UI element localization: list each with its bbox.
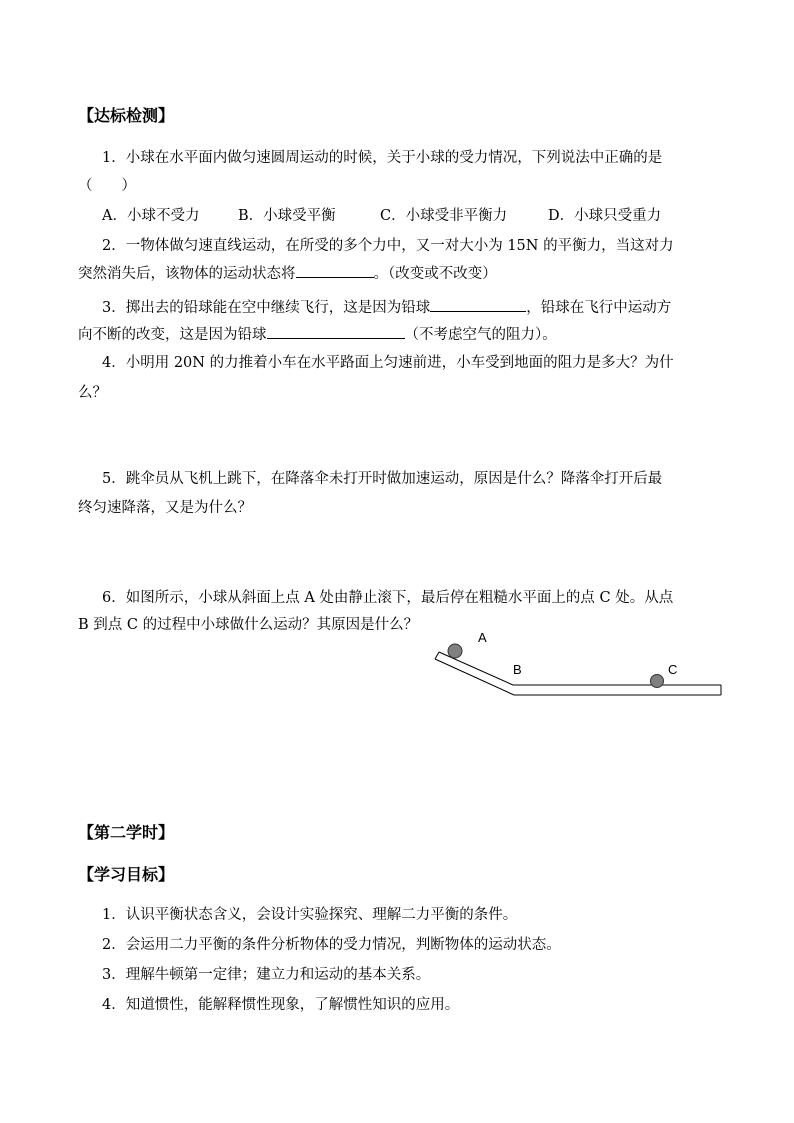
- question-3-line-1: [102, 296, 671, 319]
- question-3-text-after: ，铅球在飞行中运动方: [526, 300, 672, 316]
- ball-a: [448, 644, 462, 658]
- question-5-line-1: 5．跳伞员从飞机上跳下，在降落伞未打开时做加速运动，原因是什么？降落伞打开后最: [102, 471, 663, 487]
- answer-blank-q3b[interactable]: [267, 323, 405, 339]
- question-4-line-2: 么？: [78, 385, 107, 401]
- option-a: A．小球不受力: [102, 208, 200, 224]
- goal-item-2: 2．会运用二力平衡的条件分析物体的受力情况，判断物体的运动状态。: [102, 937, 561, 953]
- question-1-line-2: （ ）: [78, 178, 136, 194]
- answer-blank-q2[interactable]: [296, 262, 374, 278]
- question-3-text-before-2: 向不断的改变，这是因为铅球: [78, 327, 267, 343]
- label-c: C: [668, 662, 678, 677]
- section-heading-learning-goals: 【学习目标】: [78, 865, 175, 884]
- question-3-text-before: 3．掷出去的铅球能在空中继续飞行，这是因为铅球: [102, 300, 431, 316]
- option-b: B．小球受平衡: [238, 208, 336, 224]
- question-1-options: [102, 205, 661, 227]
- goal-item-3: 3．理解牛顿第一定律；建立力和运动的基本关系。: [102, 967, 431, 983]
- option-c: C．小球受非平衡力: [380, 208, 508, 224]
- surface-top-line: [435, 659, 721, 695]
- question-1-line-1: 1．小球在水平面内做匀速圆周运动的时候，关于小球的受力情况，下列说法中正确的是: [102, 150, 663, 166]
- question-3-text-after-2: （不考虑空气的阻力）。: [404, 327, 557, 343]
- question-2-text-before: 突然消失后，该物体的运动状态将: [78, 266, 296, 282]
- incline-end-cap: [435, 652, 439, 659]
- question-6-line-2: B 到点 C 的过程中小球做什么运动？其原因是什么？: [78, 617, 419, 633]
- answer-blank-q3a[interactable]: [430, 296, 526, 312]
- label-b: B: [513, 662, 522, 677]
- goal-item-1: 1．认识平衡状态含义，会设计实验探究、理解二力平衡的条件。: [102, 907, 518, 923]
- question-2-line-1: 2．一物体做匀速直线运动，在所受的多个力中，又一对大小为 15N 的平衡力，当这对力: [102, 238, 674, 254]
- section-heading-second-period: 【第二学时】: [78, 823, 175, 842]
- incline-diagram: [430, 625, 730, 700]
- section-heading-assessment: 【达标检测】: [78, 106, 175, 125]
- option-d: D．小球只受重力: [548, 208, 662, 224]
- question-2-text-after: 。（改变或不改变）: [373, 266, 497, 282]
- question-6-line-1: 6．如图所示，小球从斜面上点 A 处由静止滚下，最后停在粗糙水平面上的点 C 处。从点: [102, 590, 674, 606]
- question-3-line-2: [78, 323, 557, 346]
- label-a: A: [478, 630, 487, 645]
- question-4-line-1: 4．小明用 20N 的力推着小车在水平路面上匀速前进，小车受到地面的阻力是多大？为什: [102, 355, 674, 371]
- question-5-line-2: 终匀速降落，又是为什么？: [78, 500, 252, 516]
- goal-item-4: 4．知道惯性，能解释惯性现象，了解惯性知识的应用。: [102, 997, 460, 1013]
- question-2-line-2: [78, 262, 497, 285]
- ball-c: [651, 675, 664, 688]
